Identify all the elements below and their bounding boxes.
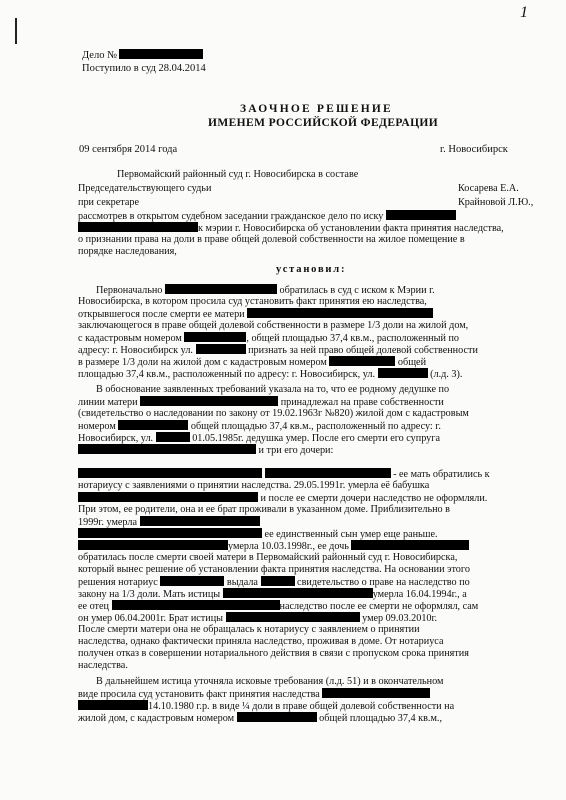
redaction <box>223 588 373 598</box>
body-line: с кадастровым номером , общей площадью 37,4 кв.м., расположенный по <box>78 333 460 344</box>
case-number-line <box>82 49 203 61</box>
redaction <box>156 432 190 442</box>
redaction <box>351 540 469 550</box>
body-line: линии матери принадлежал на праве собственности <box>78 397 444 408</box>
redaction <box>78 540 228 550</box>
doc-subtitle: ИМЕНЕМ РОССИЙСКОЙ ФЕДЕРАЦИИ <box>208 117 439 129</box>
redaction <box>165 284 277 294</box>
redaction <box>196 344 246 354</box>
redaction <box>386 210 456 220</box>
redaction <box>78 700 148 710</box>
body-line: решения нотариус выдала свидетельство о праве на наследство по <box>78 577 470 588</box>
redaction <box>78 528 262 538</box>
body-line: 14.10.1980 г.р. в виде ¼ доли в праве общей долевой собственности на <box>78 700 454 713</box>
body-line: Первоначально обратилась в суд с иском к Мэрии г. <box>96 285 435 296</box>
redaction <box>160 576 224 586</box>
redaction <box>112 600 280 610</box>
presiding-name: Косарева Е.А. <box>458 183 519 194</box>
body-line: ее отец наследство после ее смерти не оформлял, сам <box>78 601 479 612</box>
redaction <box>140 396 278 406</box>
doc-title: ЗАОЧНОЕ РЕШЕНИЕ <box>240 103 393 115</box>
section-heading: установил: <box>276 264 347 275</box>
redaction <box>226 612 360 622</box>
body-line: обратилась после смерти своей матери в Первомайский районный суд г. Новосибирска, <box>78 552 458 563</box>
body-line: закону на 1/3 доли. Мать истицы умерла 16.04.1994г., а <box>78 589 467 600</box>
body-line: умерла 10.03.1998г., ее дочь <box>78 540 469 553</box>
body-line: заключающегося в праве общей долевой собственности в размере 1/3 доли на жилой дом, <box>78 320 469 331</box>
body-line: площадью 37,4 кв.м., расположенный по адресу: г. Новосибирск, ул. (л.д. 3). <box>78 369 463 380</box>
redaction <box>184 332 246 342</box>
body-line: жилой дом, с кадастровым номером общей площадью 37,4 кв.м., <box>78 713 443 724</box>
redaction <box>78 222 198 232</box>
presiding-label: Председательствующего судьи <box>78 183 212 194</box>
redaction <box>78 468 262 478</box>
redaction <box>78 444 256 454</box>
body-line: получен отказ в совершении нотариального действия в связи с пропуском срока принятия <box>78 648 469 659</box>
city: г. Новосибирск <box>440 144 508 155</box>
body-line: ее единственный сын умер еще раньше. <box>78 528 438 541</box>
body-line: порядке наследования, <box>78 246 177 257</box>
redaction <box>265 468 391 478</box>
redaction <box>261 576 295 586</box>
court-name: Первомайский районный суд г. Новосибирска в составе <box>117 169 359 180</box>
received-date: Поступило в суд 28.04.2014 <box>82 63 206 74</box>
redaction <box>78 492 258 502</box>
body-line: который вынес решение об установлении факта принятия наследства. На основании этого <box>78 564 470 575</box>
body-line: к мэрии г. Новосибирска об установлении факта принятия наследства, <box>78 222 504 235</box>
case-number-label: Дело № <box>82 50 118 61</box>
body-line: в размере 1/3 доли на жилой дом с кадастровым номером общей <box>78 357 427 368</box>
body-line: о признании права на доли в праве общей долевой собственности на жилое помещение в <box>78 234 465 245</box>
body-line: адресу: г. Новосибирск ул. признать за ней право общей долевой собственности <box>78 345 478 356</box>
body-line: - ее мать обратились к <box>78 468 490 481</box>
redaction <box>378 368 428 378</box>
body-line: рассмотрев в открытом судебном заседании гражданское дело по иску <box>78 210 456 223</box>
body-line: виде просила суд установить факт принятия наследства <box>78 688 430 701</box>
body-line: При этом, ее родители, она и ее брат проживали в указанном доме. Приблизительно в <box>78 504 450 515</box>
redaction <box>237 712 317 722</box>
body-line: После смерти матери она не обращалась к нотариусу с заявлением о принятии <box>78 624 420 635</box>
body-line: Новосибирск, ул. 01.05.1985г. дедушка умер. После его смерти его супруга <box>78 433 440 444</box>
body-line: Новосибирска, в котором просила суд установить факт принятия ею наследства, <box>78 296 427 307</box>
decision-date: 09 сентября 2014 года <box>79 144 178 155</box>
body-line: наследства. <box>78 660 128 671</box>
redaction <box>247 308 433 318</box>
body-line: В обоснование заявленных требований указала на то, что ее родному дедушке по <box>96 384 450 395</box>
body-line: наследства, однако фактически приняла наследство, проживая в доме. От нотариуса <box>78 636 444 647</box>
body-line: (свидетельство о наследовании по закону от 19.02.1963г №820) жилой дом с кадастровым <box>78 408 469 419</box>
scan-mark-left <box>15 18 17 44</box>
redaction <box>119 49 203 59</box>
page-number: 1 <box>520 4 528 21</box>
body-line: он умер 06.04.2001г. Брат истицы умер 09.03.2010г. <box>78 613 438 624</box>
body-line: нотариусу с заявлениями о принятии наследства. 29.05.1991г. умерла её бабушка <box>78 480 430 491</box>
body-line: и три его дочери: <box>78 444 333 457</box>
body-line: В дальнейшем истица уточняла исковые требования (л.д. 51) и в окончательном <box>96 676 444 687</box>
secretary-name: Крайновой Л.Ю., <box>458 197 534 208</box>
secretary-label: при секретаре <box>78 197 139 208</box>
body-line: номером общей площадью 37,4 кв.м., расположенный по адресу: г. <box>78 421 441 432</box>
body-line: и после ее смерти дочери наследство не оформляли. <box>78 492 487 505</box>
redaction <box>322 688 430 698</box>
redaction <box>118 420 188 430</box>
body-line: открывшегося после смерти ее матери <box>78 308 433 321</box>
body-line: 1999г. умерла <box>78 516 260 529</box>
redaction <box>140 516 260 526</box>
redaction <box>329 356 395 366</box>
